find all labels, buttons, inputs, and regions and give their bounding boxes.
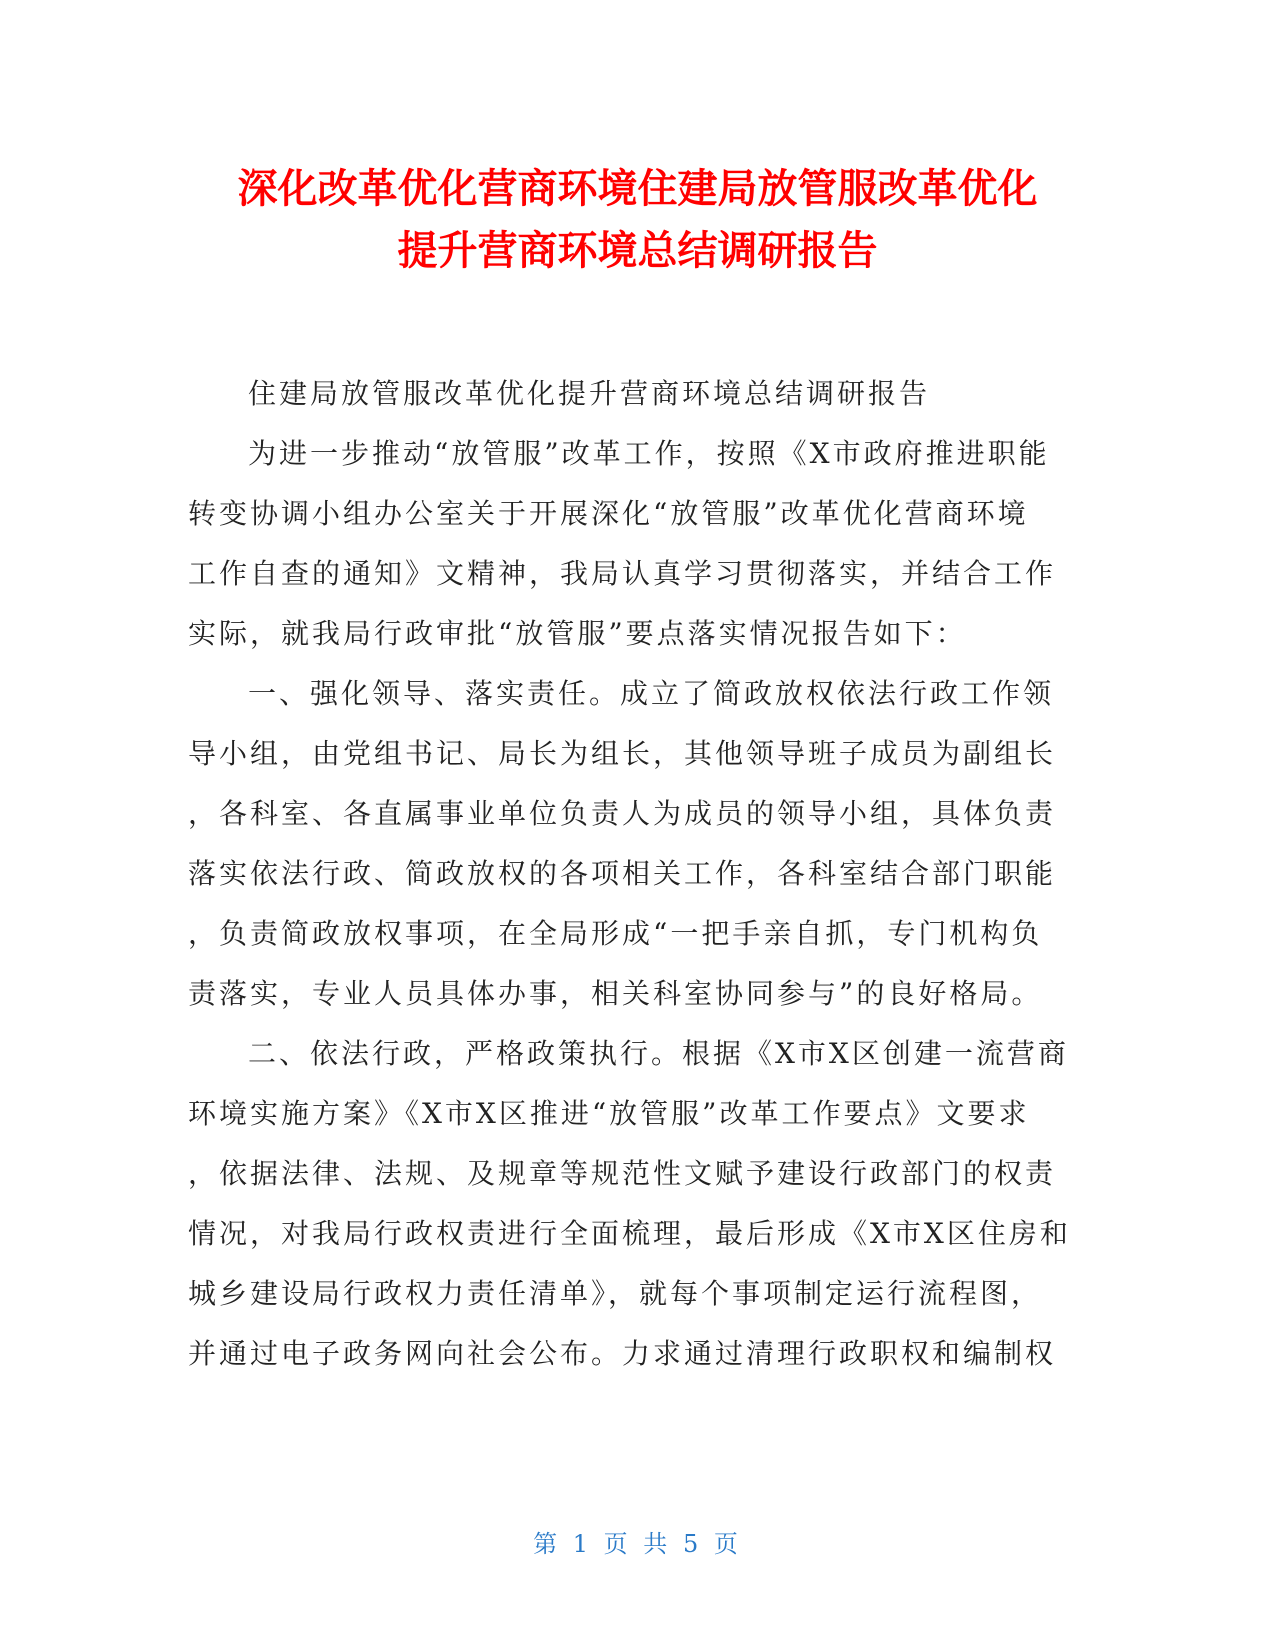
- body-line: 实际，就我局行政审批“放管服”要点落实情况报告如下：: [188, 617, 967, 650]
- body-line: 二、依法行政，严格政策执行。根据《X市X区创建一流营商: [248, 1037, 1069, 1070]
- title-line: 提升营商环境总结调研报告: [397, 228, 878, 274]
- body-line: 转变协调小组办公室关于开展深化“放管服”改革优化营商环境: [188, 497, 1029, 530]
- footer-middle: 页 共: [603, 1530, 672, 1558]
- body-line: ，负责简政放权事项，在全局形成“一把手亲自抓，专门机构负: [188, 917, 1043, 950]
- footer-prefix: 第: [533, 1530, 562, 1558]
- body-line: 一、强化领导、落实责任。成立了简政放权依法行政工作领: [248, 677, 1055, 710]
- footer-current-page: 1: [572, 1530, 593, 1558]
- body-line: ，各科室、各直属事业单位负责人为成员的领导小组，具体负责: [188, 797, 1057, 830]
- body-line: 情况，对我局行政权责进行全面梳理，最后形成《X市X区住房和: [188, 1217, 1071, 1250]
- title-line: 深化改革优化营商环境住建局放管服改革优化: [237, 166, 1038, 212]
- body-line: 导小组，由党组书记、局长为组长，其他领导班子成员为副组长: [188, 737, 1057, 770]
- page-footer: [0, 1528, 1275, 1560]
- body-line: 为进一步推动“放管服”改革工作，按照《X市政府推进职能: [248, 437, 1050, 470]
- body-line: 责落实，专业人员具体办事，相关科室协同参与”的良好格局。: [188, 977, 1043, 1010]
- body-line: 城乡建设局行政权力责任清单》，就每个事项制定运行流程图，: [188, 1277, 1043, 1310]
- body-line: ，依据法律、法规、及规章等规范性文赋予建设行政部门的权责: [188, 1157, 1057, 1190]
- body-line: 并通过电子政务网向社会公布。力求通过清理行政职权和编制权: [188, 1337, 1057, 1370]
- body-line: 环境实施方案》《X市X区推进“放管服”改革工作要点》文要求: [188, 1097, 1030, 1130]
- footer-total-pages: 5: [682, 1530, 703, 1558]
- document-title: [150, 158, 1125, 282]
- body-line: 住建局放管服改革优化提升营商环境总结调研报告: [248, 377, 931, 410]
- body-line: 工作自查的通知》文精神，我局认真学习贯彻落实，并结合工作: [188, 557, 1057, 590]
- footer-suffix: 页: [713, 1530, 742, 1558]
- document-body: [188, 364, 1088, 1384]
- body-line: 落实依法行政、简政放权的各项相关工作，各科室结合部门职能: [188, 857, 1057, 890]
